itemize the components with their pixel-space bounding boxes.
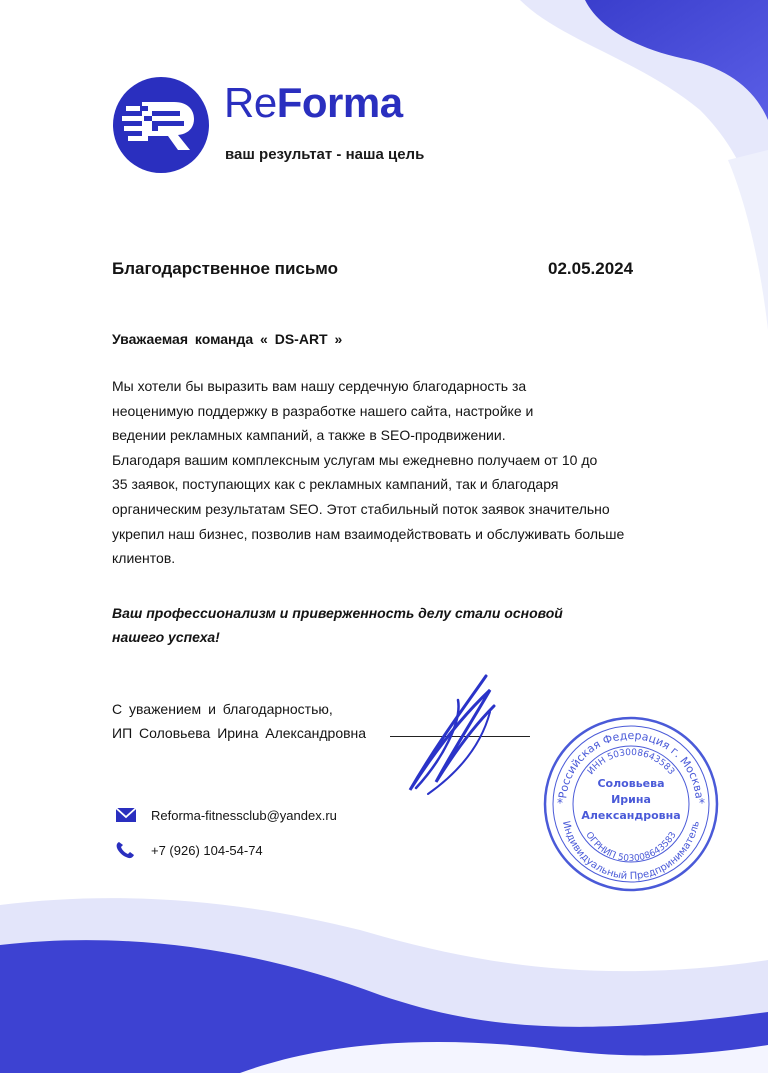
- letter-motto: [112, 601, 563, 649]
- brand-name-suffix: Forma: [276, 79, 403, 126]
- letter-title: Благодарственное письмо: [112, 259, 339, 278]
- body-line: Благодаря вашим комплексным услугам мы ежедневно получаем от 10 до: [112, 451, 598, 468]
- motto-line: Ваш профессионализм и приверженность делу стали основой: [112, 605, 563, 621]
- stamp-outer-text: Российская Федерация г. Москва: [556, 728, 706, 800]
- body-line: укрепил наш бизнес, позволив нам взаимодействовать и обслуживать больше: [112, 525, 625, 542]
- letter-date: 02.05.2024: [548, 259, 634, 278]
- official-stamp: [542, 715, 720, 893]
- stamp-bottom-text: Индивидуальный Предприниматель: [559, 819, 702, 883]
- signer-name: ИП Соловьева Ирина Александровна: [112, 725, 367, 741]
- contact-email[interactable]: [115, 806, 337, 824]
- phone-number[interactable]: +7 (926) 104-54-74: [151, 842, 263, 858]
- phone-icon: [115, 841, 137, 859]
- stamp-center-line: Ирина: [611, 793, 651, 806]
- body-line: неоценимую поддержку в разработке нашего сайта, настройке и: [112, 402, 534, 419]
- letter-closing: [112, 697, 366, 745]
- reforma-logo-icon: [112, 76, 210, 174]
- letter-greeting: Уважаемая команда « DS-ART »: [112, 331, 343, 347]
- body-line: клиентов.: [112, 550, 176, 567]
- brand-name-prefix: Re: [224, 79, 277, 126]
- handwritten-signature: [398, 672, 498, 796]
- brand-name: [224, 78, 403, 128]
- stamp-center-line: Александровна: [581, 809, 681, 822]
- stamp-center-line: Соловьева: [597, 777, 665, 790]
- stamp-star-icon: *: [699, 796, 705, 810]
- email-address[interactable]: Reforma-fitnessclub@yandex.ru: [151, 807, 337, 823]
- svg-text:ИНН 503008643583: [586, 748, 676, 777]
- contact-phone[interactable]: [115, 841, 263, 859]
- envelope-icon: [115, 806, 137, 824]
- body-line: Мы хотели бы выразить вам нашу сердечную благодарность за: [112, 378, 527, 394]
- stamp-star-icon: *: [557, 796, 563, 810]
- motto-line: нашего успеха!: [112, 629, 220, 645]
- body-line: 35 заявок, поступающих как с рекламных кампаний, так и благодаря: [112, 476, 559, 493]
- wave-top-edge: [728, 150, 768, 330]
- stamp-inn: ИНН 503008643583: [585, 747, 677, 777]
- company-logo: [112, 76, 425, 176]
- letter-body: [112, 374, 632, 571]
- body-line: ведении рекламных кампаний, а также в SEO-продвижении.: [112, 427, 506, 444]
- stamp-ogrnip: ОГРНИП 503008643583: [583, 830, 679, 865]
- body-line: органическим результатам SEO. Этот стабильный поток заявок значительно: [112, 500, 610, 517]
- closing-line: С уважением и благодарностью,: [112, 701, 333, 717]
- svg-text:ОГРНИП 503008643583: [583, 830, 678, 864]
- brand-slogan: ваш результат - наша цель: [225, 146, 425, 163]
